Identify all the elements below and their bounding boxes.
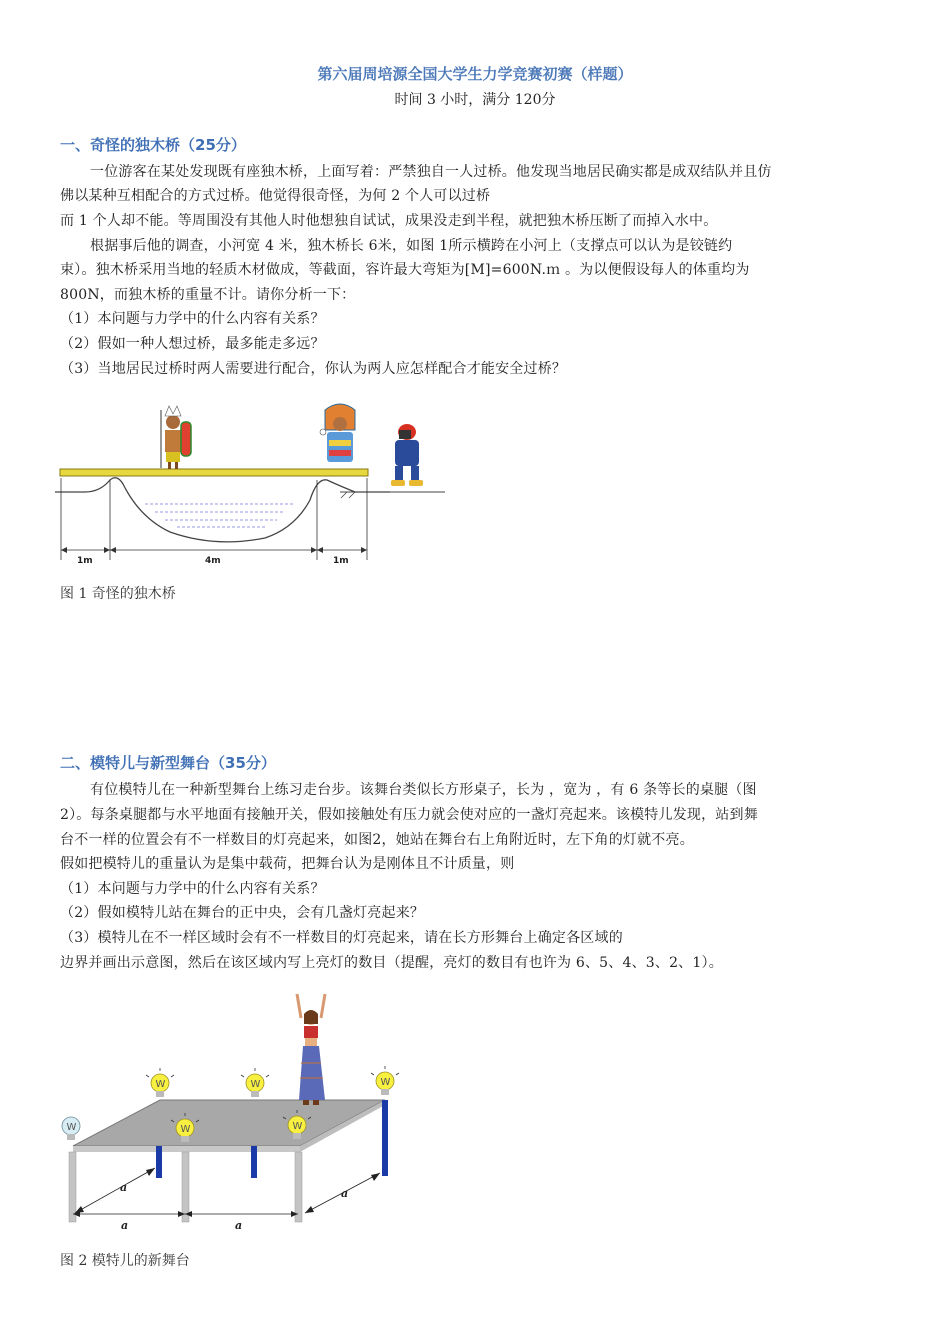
section2-paragraph-line: 有位模特儿在一种新型舞台上练习走台步。该舞台类似长方形桌子，长为 ，宽为 ，有 6 条等长的桌腿（图 xyxy=(90,782,757,798)
riverbank-profile xyxy=(55,478,390,542)
section1-paragraph-line: 根据事后他的调查，小河宽 4 米，独木桥长 6米，如图 1所示横跨在小河上（支撑点可以认为是铰链约 xyxy=(90,238,733,254)
dim-label-right: 1m xyxy=(333,556,349,566)
section1-paragraph-line: 束）。独木桥采用当地的轻质木材做成，等截面，容许最大弯矩为[M]=600N.ｍ 。为以便假设每人的体重均为 xyxy=(60,262,750,278)
section1-heading: 一、奇怪的独木桥（25分） xyxy=(60,136,246,154)
figure-1-bridge xyxy=(55,400,455,570)
section1-paragraph-line: 佛以某种互相配合的方式过桥。他觉得很奇怪，为何 2 个人可以过桥 xyxy=(60,188,491,204)
question-3: （3）当地居民过桥时两人需要进行配合，你认为两人应怎样配合才能安全过桥？ xyxy=(60,361,567,377)
section1-paragraph-line: 一位游客在某处发现既有座独木桥，上面写着：严禁独自一人过桥。他发现当地居民确实都是成双结队并且仿 xyxy=(90,164,772,180)
question-1: （1）本问题与力学中的什么内容有关系？ xyxy=(60,881,325,897)
local-resident-figure xyxy=(161,406,191,469)
stage-leg xyxy=(251,1146,257,1178)
dim-label-left: 1m xyxy=(77,556,93,566)
svg-text:W: W xyxy=(155,1079,166,1090)
svg-text:W: W xyxy=(66,1122,77,1133)
svg-text:W: W xyxy=(380,1077,391,1088)
dim-label-a: a xyxy=(235,1219,243,1232)
section2-paragraph-line: 2）。每条桌腿都与水平地面有接触开关，假如接触处有压力就会使对应的一盏灯亮起来。该模特儿发现，站到舞 xyxy=(60,807,758,823)
local-resident-figure xyxy=(320,404,355,462)
tourist-figure xyxy=(391,424,423,486)
section2-paragraph-line: 边界并画出示意图，然后在该区域内写上亮灯的数目（提醒，亮灯的数目有也许为 6、5、4、3、2、1）。 xyxy=(60,955,723,971)
dim-label-a: a xyxy=(120,1181,128,1194)
stage-leg xyxy=(295,1152,302,1222)
dim-label-a: a xyxy=(121,1219,129,1232)
question-2: （2）假如一种人想过桥，最多能走多远？ xyxy=(60,336,325,352)
lit-bulb-icon xyxy=(371,1066,399,1095)
stage-top xyxy=(73,1100,385,1146)
stage-leg xyxy=(156,1146,162,1178)
question-1: （1）本问题与力学中的什么内容有关系？ xyxy=(60,311,325,327)
lit-bulb-icon xyxy=(241,1068,269,1097)
model-figure xyxy=(297,994,325,1105)
stage-leg xyxy=(182,1152,189,1222)
section1-paragraph-line: 800N，而独木桥的重量不计。请你分析一下： xyxy=(60,287,356,303)
stage-leg xyxy=(69,1152,76,1222)
stage-leg xyxy=(382,1100,388,1176)
dim-label-middle: 4m xyxy=(205,556,221,566)
section2-paragraph-line: 台不一样的位置会有不一样数目的灯亮起来，如图2，她站在舞台右上角附近时，左下角的灯就不亮。 xyxy=(60,832,694,848)
svg-text:W: W xyxy=(250,1079,261,1090)
unlit-bulb-icon xyxy=(62,1117,80,1140)
lit-bulb-icon xyxy=(146,1068,174,1097)
svg-text:W: W xyxy=(180,1124,191,1135)
dim-label-a: a xyxy=(341,1187,349,1200)
exam-info: 时间 3 小时，满分 120分 xyxy=(394,92,556,108)
page-title: 第六届周培源全国大学生力学竞赛初赛（样题） xyxy=(317,65,633,83)
figure-2-caption: 图 2 模特儿的新舞台 xyxy=(60,1253,190,1269)
svg-text:W: W xyxy=(292,1121,303,1132)
question-2: （2）假如模特儿站在舞台的正中央，会有几盏灯亮起来？ xyxy=(60,905,425,921)
section2-heading: 二、模特儿与新型舞台（35分） xyxy=(60,754,276,772)
figure-1-caption: 图 1 奇怪的独木桥 xyxy=(60,586,176,602)
bridge-plank xyxy=(60,469,368,476)
section2-paragraph-line: 假如把模特儿的重量认为是集中载荷，把舞台认为是刚体且不计质量，则 xyxy=(60,856,515,872)
question-3: （3）模特儿在不一样区域时会有不一样数目的灯亮起来，请在长方形舞台上确定各区域的 xyxy=(60,930,623,946)
figure-2-stage xyxy=(55,988,415,1238)
section1-paragraph-line: 而 1 个人却不能。等周围没有其他人时他想独自试试，成果没走到半程，就把独木桥压断了而掉入水中。 xyxy=(60,213,718,229)
